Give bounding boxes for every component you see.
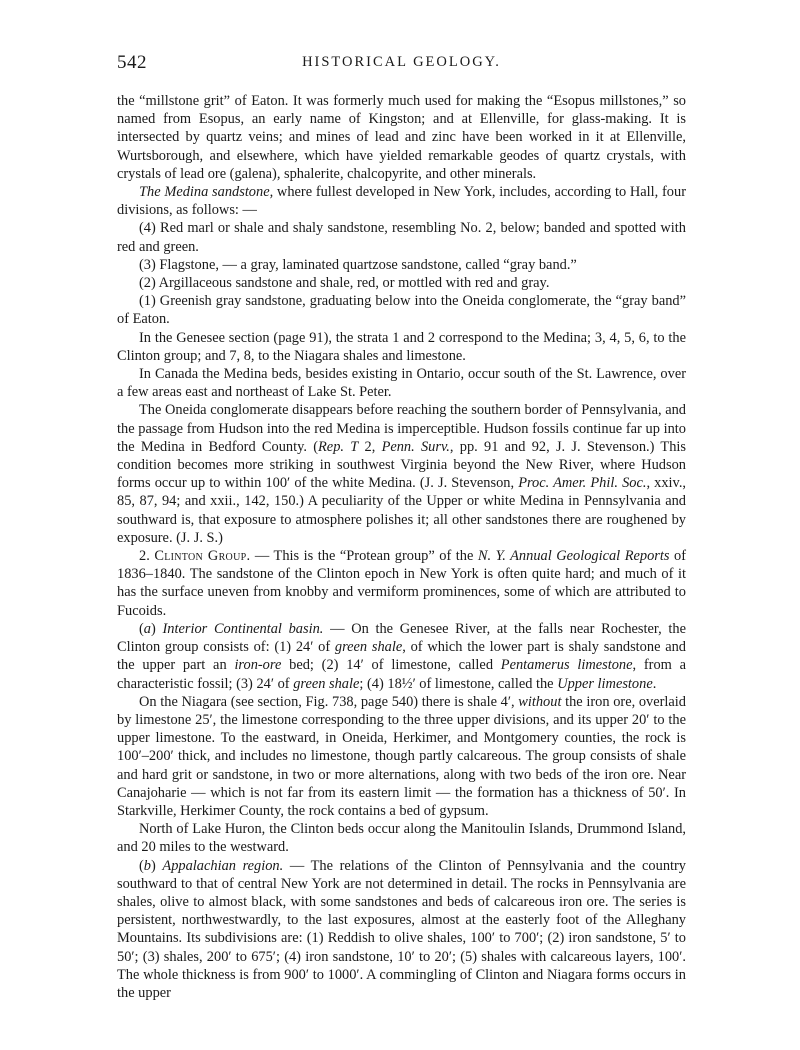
text-run: ) [151, 620, 163, 637]
text-run: In Canada the Medina beds, besides existing in Ontario, occur south of the St. Lawrence, over a few areas east and northeast of Lake St. Peter. [117, 366, 686, 401]
running-head [117, 52, 686, 78]
paragraph [117, 274, 686, 292]
italic-text: Upper limestone [557, 675, 653, 692]
text-run: ( [139, 857, 144, 874]
text-run: . [652, 675, 657, 692]
text-run: ( [139, 620, 144, 637]
italic-text: The Medina sandstone, [139, 184, 274, 201]
text-run: North of Lake Huron, the Clinton beds occur along the Manitoulin Islands, Drummond Island, and 20 miles to the westward. [117, 821, 686, 856]
italic-text: Penn. Surv. [381, 438, 450, 455]
text-run: On the Niagara (see section, Fig. 738, page 540) there is shale 4′, [139, 693, 519, 710]
paragraph [117, 292, 686, 328]
paragraph [117, 620, 686, 693]
text-run: — On the Genesee River, at the falls near Rochester, the Clinton group consists of: (1) 24′ of [117, 620, 687, 656]
text-run: (3) Flagstone, — a gray, laminated quartzose sandstone, called “gray band.” [139, 256, 577, 273]
italic-text: Appalachian region. [162, 857, 284, 874]
text-run: the “millstone grit” of Eaton. It was formerly much used for making the “Esopus millstones,” so named from Esopus, an early name of Kingston; and at Ellenville, for glass-making. It is intersected by quartz veins; and mines of lead and zinc have been worked in it at Ellenville, Wurtsborough, and elsewhere, which have yielded remarkable geodes of quartz crystals, with crystals of lead ore (galena), sphalerite, chalcopyrite, and other minerals. [117, 93, 686, 182]
italic-text: Proc. Amer. Phil. Soc. [518, 475, 647, 492]
section-heading: Clinton Group. [154, 548, 251, 565]
text-run: 2, [358, 438, 382, 455]
text-run: (1) Greenish gray sandstone, graduating below into the Oneida conglomerate, the “gray band” of Eaton. [117, 293, 686, 328]
page-number: 542 [117, 52, 147, 73]
italic-text: without [518, 693, 562, 710]
italic-text: green shale [293, 675, 360, 692]
italic-text: green shale [334, 639, 403, 656]
paragraph [117, 329, 686, 365]
paragraph [117, 183, 686, 219]
text-run: , from a characteristic fossil; (3) 24′ of [117, 657, 687, 692]
text-run: , pp. 91 and 92, J. J. Stevenson.) This condition becomes more striking in southwest Virginia beyond the New River, where Hudson forms occur up to within 100′ of the white Medina. (J. J. Stevenson, [117, 438, 686, 492]
text-run: , of which the lower part is shaly sandstone and the upper part an [117, 639, 686, 674]
paragraph [117, 820, 686, 856]
paragraph [117, 401, 686, 547]
text-run: the iron ore, overlaid by limestone 25′, the limestone corresponding to the three upper divisions, and its upper 20′ to the upper limestone. To the eastward, in Oneida, Herkimer, and Montgomery counties, the rock is 100′–200′ thick, and includes no limestone, though partly calcareous. The group consists of shale and hard grit or sandstone, in two or more alternations, along with two beds of the iron ore. Near Canajoharie — which is not far from its eastern limit — the formation has a thickness of 50′. In Starkville, Herkimer County, the rock contains a bed of gypsum. [117, 693, 686, 819]
text-run: , xxiv., 85, 87, 94; and xxii., 142, 150.) A peculiarity of the Upper or white Medina in Pennsylvania and southward is, that exposure to atmosphere polishes it; all other sandstones there are roughened by exposure. (J. J. S.) [117, 475, 687, 546]
paragraph [117, 693, 686, 820]
text-run: The Oneida conglomerate disappears before reaching the southern border of Pennsylvania, and the passage from Hudson into the red Medina is imperceptible. Hudson fossils continue far up into the Medina in Bedford County. ( [117, 402, 686, 455]
italic-text: Interior Continental basin. [162, 620, 324, 637]
text-run: (4) Red marl or shale and shaly sandstone, resembling No. 2, below; banded and spotted with red and green. [117, 220, 686, 255]
paragraph [117, 365, 686, 401]
paragraph [117, 256, 686, 274]
italic-text: Pentamerus limestone [500, 657, 633, 674]
body-text [117, 92, 686, 1002]
text-run: In the Genesee section (page 91), the strata 1 and 2 correspond to the Medina; 3, 4, 5, 6, to the Clinton group; and 7, 8, to the Niagara shales and limestone. [117, 329, 686, 364]
text-run: of 1836–1840. The sandstone of the Clinton epoch in New York is often quite hard; and much of it has the surface uneven from knobby and vermiform prominences, some of which are attributed to Fucoids. [117, 548, 686, 619]
italic-text: N. Y. Annual Geological Reports [477, 548, 670, 565]
paragraph [117, 92, 686, 183]
text-run: — This is the “Protean group” of the [250, 548, 478, 565]
text-run: where fullest developed in New York, includes, according to Hall, four divisions, as follows: — [117, 184, 686, 219]
text-run: bed; (2) 14′ of limestone, called [281, 657, 501, 674]
paragraph [117, 219, 686, 255]
italic-text: a [143, 620, 151, 637]
text-run: ) [151, 857, 163, 874]
paragraph [117, 547, 686, 620]
paragraph [117, 857, 686, 1003]
italic-text: b [143, 857, 151, 874]
text-run: 2. [139, 548, 155, 565]
italic-text: Rep. T [318, 438, 359, 455]
text-run: — The relations of the Clinton of Pennsylvania and the country southward to that of central New York are not determined in detail. The rocks in Pennsylvania are shales, olive to almost black, with some sandstones and beds of calcareous iron ore. The series is persistent, northwestwardly, to the last exposures, almost at the easterly foot of the Alleghany Mountains. Its subdivisions are: (1) Reddish to olive shales, 100′ to 700′; (2) iron sandstone, 5′ to 50′; (3) shales, 200′ to 675′; (4) iron sandstone, 10′ to 20′; (5) shales with calcareous layers, 100′. The whole thickness is from 900′ to 1000′. A commingling of Clinton and Niagara forms occurs in the upper [117, 857, 686, 1001]
text-run: ; (4) 18½′ of limestone, called the [359, 675, 558, 692]
running-title: HISTORICAL GEOLOGY. [302, 54, 501, 70]
text-run: (2) Argillaceous sandstone and shale, red, or mottled with red and gray. [139, 275, 550, 292]
italic-text: iron-ore [234, 657, 282, 674]
